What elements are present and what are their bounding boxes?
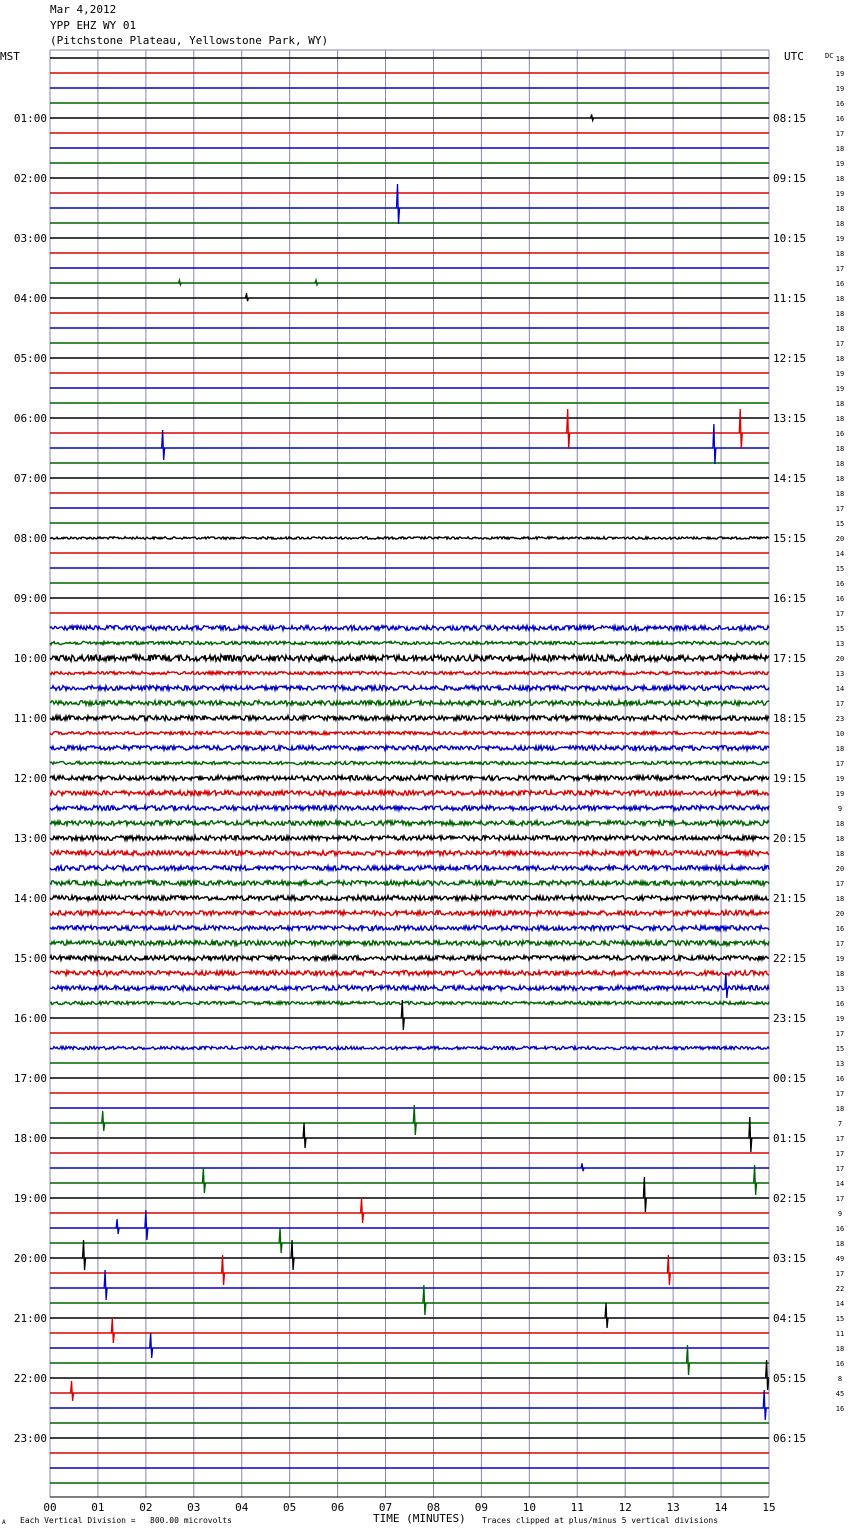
right-hour-label: 23:15 (773, 1012, 807, 1025)
right-hour-label: 01:15 (773, 1132, 807, 1145)
dc-offset-label: 13 (835, 985, 845, 993)
left-hour-label: 12:00 (13, 772, 47, 785)
dc-offset-label: 18 (835, 445, 845, 453)
right-hour-label: 20:15 (773, 832, 807, 845)
header-date: Mar 4,2012 (50, 3, 117, 16)
seismic-event (303, 1123, 306, 1148)
dc-offset-label: 16 (835, 1225, 845, 1233)
x-tick-label: 13 (666, 1501, 680, 1514)
dc-offset-label: 18 (835, 310, 845, 318)
seismic-event (667, 1255, 670, 1285)
x-tick-label: 14 (714, 1501, 728, 1514)
x-tick-label: 06 (330, 1501, 345, 1514)
dc-offset-label: 19 (835, 235, 845, 243)
dc-offset-label: 19 (835, 70, 845, 78)
seismic-event (567, 409, 570, 449)
seismic-trace (50, 1046, 769, 1049)
dc-offset-label: 19 (835, 160, 845, 168)
right-hour-label: 03:15 (773, 1252, 807, 1265)
dc-offset-label: 18 (835, 295, 845, 303)
dc-label: DC (825, 52, 834, 60)
seismic-event (605, 1303, 608, 1328)
seismic-trace (50, 986, 769, 991)
seismic-event (162, 430, 165, 460)
seismic-event (104, 1270, 107, 1300)
seismic-trace (50, 537, 769, 539)
right-hour-label: 10:15 (773, 232, 807, 245)
seismic-event (291, 1240, 294, 1270)
x-tick-label: 10 (522, 1501, 536, 1514)
dc-offset-label: 17 (835, 940, 845, 948)
dc-offset-label: 17 (835, 760, 845, 768)
dc-offset-label: 19 (835, 370, 845, 378)
dc-offset-label: 18 (835, 850, 845, 858)
dc-offset-label: 17 (835, 700, 845, 708)
right-hour-label: 04:15 (773, 1312, 807, 1325)
dc-offset-label: 18 (835, 1345, 845, 1353)
dc-offset-label: 17 (835, 610, 845, 618)
dc-offset-label: 16 (835, 1000, 845, 1008)
right-hour-label: 06:15 (773, 1432, 807, 1445)
dc-offset-label: 17 (835, 130, 845, 138)
seismic-trace (50, 731, 769, 734)
dc-offset-label: 16 (835, 925, 845, 933)
scale-note: Each Vertical Division = (20, 1516, 136, 1525)
x-tick-label: 01 (91, 1501, 105, 1514)
dc-offset-label: 18 (835, 250, 845, 258)
seismic-trace (50, 836, 769, 841)
seismic-trace (50, 791, 769, 796)
dc-offset-label: 16 (835, 100, 845, 108)
seismic-event (725, 973, 728, 998)
right-hour-label: 14:15 (773, 472, 807, 485)
left-hour-label: 04:00 (13, 292, 47, 305)
left-hour-label: 20:00 (13, 1252, 47, 1265)
dc-offset-label: 20 (835, 865, 845, 873)
seismic-trace (50, 716, 769, 721)
dc-offset-label: 18 (835, 400, 845, 408)
right-hour-label: 21:15 (773, 892, 807, 905)
dc-offset-label: 17 (835, 1090, 845, 1098)
dc-offset-label: 23 (835, 715, 845, 723)
dc-offset-label: 17 (835, 1270, 845, 1278)
traces (50, 58, 769, 1483)
dc-offset-label: 16 (835, 580, 845, 588)
seismic-trace (50, 926, 769, 931)
x-axis-label: TIME (MINUTES) (373, 1512, 466, 1525)
dc-offset-label: 17 (835, 340, 845, 348)
seismic-event (581, 1163, 584, 1171)
right-hour-label: 11:15 (773, 292, 807, 305)
seismic-event (413, 1105, 416, 1135)
left-hour-label: 07:00 (13, 472, 47, 485)
seismic-event (401, 1000, 404, 1030)
right-hour-label: 16:15 (773, 592, 807, 605)
dc-offset-label: 9 (837, 1210, 843, 1218)
dc-offset-label: 19 (835, 955, 845, 963)
dc-offset-label: 19 (835, 790, 845, 798)
dc-offset-label: 18 (835, 145, 845, 153)
dc-offset-label: 9 (837, 805, 843, 813)
left-hour-label: 14:00 (13, 892, 47, 905)
seismic-event (749, 1117, 752, 1152)
dc-offset-label: 18 (835, 220, 845, 228)
seismic-event (423, 1285, 426, 1315)
right-hour-label: 12:15 (773, 352, 807, 365)
left-hour-label: 22:00 (13, 1372, 47, 1385)
seismic-event (397, 184, 400, 224)
dc-offset-label: 16 (835, 1405, 845, 1413)
seismic-trace (50, 866, 769, 871)
dc-offset-label: 49 (835, 1255, 845, 1263)
seismic-trace (50, 626, 769, 631)
dc-offset-label: 15 (835, 1045, 845, 1053)
dc-offset-label: 15 (835, 565, 845, 573)
left-hour-label: 06:00 (13, 412, 47, 425)
dc-offset-label: 17 (835, 1030, 845, 1038)
left-hour-label: 23:00 (13, 1432, 47, 1445)
header-location: (Pitchstone Plateau, Yellowstone Park, WY) (50, 34, 329, 47)
dc-offset-label: 19 (835, 85, 845, 93)
dc-offset-label: 18 (835, 1240, 845, 1248)
dc-offset-label: 10 (835, 730, 845, 738)
left-axis-label: MST (0, 50, 20, 63)
right-hour-label: 19:15 (773, 772, 807, 785)
seismic-trace (50, 746, 769, 751)
x-tick-label: 02 (139, 1501, 153, 1514)
left-hour-label: 08:00 (13, 532, 47, 545)
dc-offset-label: 19 (835, 385, 845, 393)
dc-offset-label: 16 (835, 115, 845, 123)
right-hour-label: 18:15 (773, 712, 807, 725)
x-tick-label: 03 (187, 1501, 201, 1514)
seismic-trace (50, 655, 769, 661)
dc-offset-label: 20 (835, 910, 845, 918)
right-hour-label: 02:15 (773, 1192, 807, 1205)
dc-offset-label: 18 (835, 55, 845, 63)
right-hour-label: 15:15 (773, 532, 807, 545)
dc-offset-label: 18 (835, 1105, 845, 1113)
dc-offset-label: 17 (835, 1135, 845, 1143)
x-tick-label: 09 (474, 1501, 489, 1514)
dc-offset-label: 14 (835, 1300, 845, 1308)
left-hour-label: 18:00 (13, 1132, 47, 1145)
x-tick-label: 07 (378, 1501, 393, 1514)
dc-offset-label: 19 (835, 190, 845, 198)
right-hour-label: 17:15 (773, 652, 807, 665)
dc-offset-label: 8 (837, 1375, 843, 1383)
seismic-trace (50, 851, 769, 856)
dc-offset-label: 20 (835, 655, 845, 663)
seismic-trace (50, 956, 769, 961)
corner-mark: A (2, 1519, 6, 1526)
seismic-event (222, 1255, 225, 1285)
dc-offset-label: 18 (835, 175, 845, 183)
scale-value: 800.00 microvolts (150, 1516, 232, 1525)
dc-offset-label: 16 (835, 280, 845, 288)
seismic-event (687, 1345, 690, 1375)
right-hour-label: 08:15 (773, 112, 807, 125)
seismic-trace (50, 881, 769, 886)
dc-offset-label: 11 (835, 1330, 845, 1338)
dc-offset-label: 17 (835, 1195, 845, 1203)
dc-offset-label: 18 (835, 460, 845, 468)
right-axis-label: UTC (784, 50, 804, 63)
dc-offset-label: 14 (835, 1180, 845, 1188)
left-hour-label: 09:00 (13, 592, 47, 605)
left-hour-label: 19:00 (13, 1192, 47, 1205)
seismic-event (145, 1210, 148, 1240)
dc-offset-label: 15 (835, 520, 845, 528)
dc-offset-label: 18 (835, 835, 845, 843)
seismic-event (202, 1168, 205, 1193)
right-hour-label: 05:15 (773, 1372, 807, 1385)
dc-offset-label: 45 (835, 1390, 845, 1398)
clip-note: Traces clipped at plus/minus 5 vertical divisions (482, 1516, 719, 1525)
seismic-event (111, 1318, 114, 1343)
seismic-trace (50, 821, 769, 826)
dc-offset-label: 16 (835, 1075, 845, 1083)
seismic-trace (50, 671, 769, 674)
left-hour-label: 16:00 (13, 1012, 47, 1025)
dc-offset-label: 7 (837, 1120, 843, 1128)
dc-offset-label: 17 (835, 880, 845, 888)
dc-offset-label: 18 (835, 970, 845, 978)
seismic-event (279, 1228, 282, 1253)
seismic-event (116, 1219, 119, 1234)
left-hour-label: 17:00 (13, 1072, 47, 1085)
seismic-event (754, 1165, 757, 1195)
dc-offset-label: 16 (835, 595, 845, 603)
dc-offset-label: 18 (835, 820, 845, 828)
seismic-event (766, 1360, 769, 1390)
left-hour-label: 10:00 (13, 652, 47, 665)
seismic-event (739, 409, 742, 449)
dc-offset-label: 17 (835, 1150, 845, 1158)
left-hour-label: 03:00 (13, 232, 47, 245)
dc-offset-label: 16 (835, 1360, 845, 1368)
seismic-trace (50, 701, 769, 706)
dc-offset-label: 22 (835, 1285, 845, 1293)
seismic-event (361, 1198, 364, 1223)
right-hour-label: 00:15 (773, 1072, 807, 1085)
x-tick-label: 00 (43, 1501, 57, 1514)
left-hour-label: 01:00 (13, 112, 47, 125)
seismic-event (713, 424, 716, 464)
seismic-trace (50, 896, 769, 901)
dc-offset-label: 18 (835, 325, 845, 333)
dc-offset-label: 18 (835, 205, 845, 213)
seismic-trace (50, 686, 769, 691)
left-hour-label: 02:00 (13, 172, 47, 185)
left-hour-label: 11:00 (13, 712, 47, 725)
right-hour-label: 22:15 (773, 952, 807, 965)
x-tick-label: 12 (618, 1501, 632, 1514)
x-tick-label: 15 (762, 1501, 776, 1514)
dc-offset-label: 19 (835, 775, 845, 783)
left-hour-label: 13:00 (13, 832, 47, 845)
right-hour-label: 09:15 (773, 172, 807, 185)
dc-offset-label: 18 (835, 490, 845, 498)
seismic-event (643, 1177, 646, 1212)
dc-offset-label: 13 (835, 640, 845, 648)
seismic-trace (50, 641, 769, 644)
dc-offset-label: 14 (835, 550, 845, 558)
dc-offset-label: 20 (835, 535, 845, 543)
dc-offset-label: 18 (835, 415, 845, 423)
x-tick-label: 04 (235, 1501, 249, 1514)
left-hour-label: 05:00 (13, 352, 47, 365)
dc-offset-label: 17 (835, 505, 845, 513)
seismic-trace (50, 806, 769, 811)
dc-offset-label: 18 (835, 895, 845, 903)
x-tick-label: 08 (426, 1501, 441, 1514)
dc-offset-label: 17 (835, 265, 845, 273)
seismic-trace (50, 1001, 769, 1004)
seismic-event (246, 293, 249, 301)
grid-lines (50, 50, 769, 1497)
dc-offset-label: 16 (835, 430, 845, 438)
left-hour-label: 15:00 (13, 952, 47, 965)
seismic-event (102, 1111, 105, 1131)
seismic-event (83, 1240, 86, 1270)
dc-offset-label: 14 (835, 685, 845, 693)
dc-offset-label: 15 (835, 1315, 845, 1323)
dc-offset-label: 13 (835, 1060, 845, 1068)
seismic-event (150, 1333, 153, 1358)
seismic-trace (50, 761, 769, 764)
dc-offset-label: 18 (835, 745, 845, 753)
left-hour-label: 21:00 (13, 1312, 47, 1325)
dc-offset-label: 18 (835, 355, 845, 363)
axis-labels (14, 55, 844, 1514)
x-tick-label: 05 (283, 1501, 297, 1514)
dc-offset-label: 15 (835, 625, 845, 633)
seismic-trace (50, 941, 769, 946)
dc-offset-label: 18 (835, 475, 845, 483)
seismic-event (71, 1381, 74, 1401)
x-tick-label: 11 (570, 1501, 584, 1514)
dc-offset-label: 19 (835, 1015, 845, 1023)
dc-offset-label: 17 (835, 1165, 845, 1173)
seismic-trace (50, 971, 769, 976)
header-station: YPP EHZ WY 01 (50, 19, 137, 32)
right-hour-label: 13:15 (773, 412, 807, 425)
dc-offset-label: 13 (835, 670, 845, 678)
seismic-event (763, 1390, 766, 1420)
seismic-trace (50, 911, 769, 916)
seismic-trace (50, 776, 769, 781)
